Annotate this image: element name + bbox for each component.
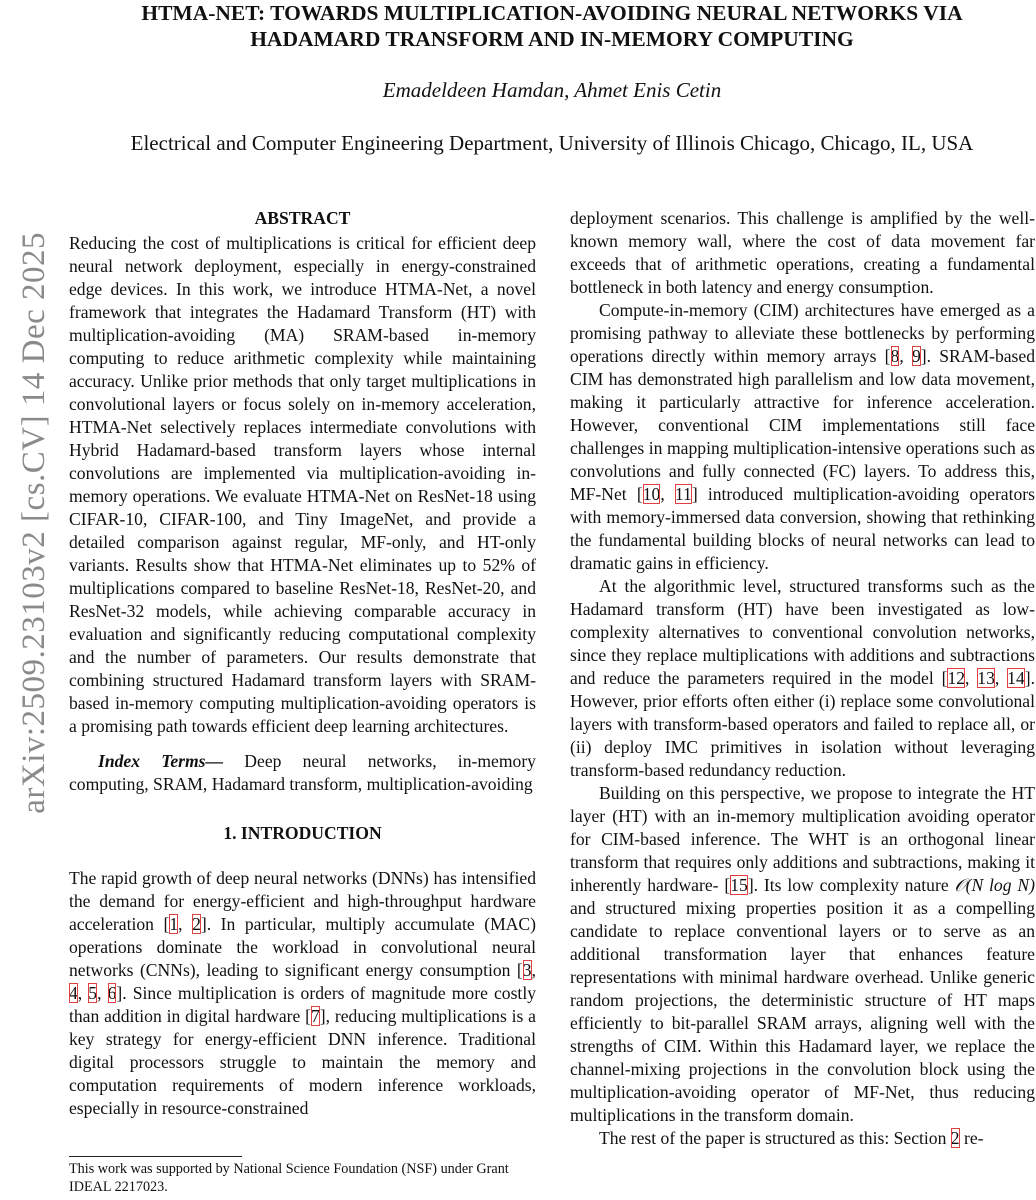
citation-link[interactable]: 2: [192, 914, 201, 934]
citation-link[interactable]: 1: [169, 914, 179, 934]
citation-link[interactable]: 10: [642, 484, 661, 504]
text-run: Compute-in-memory (CIM) architectures have emerged as a promising pathway to alleviate these bottlenecks by performing operations directly within memory arrays [: [570, 300, 1035, 366]
authors: Emadeldeen Hamdan, Ahmet Enis Cetin: [382, 78, 722, 102]
citation-link[interactable]: 3: [522, 960, 532, 980]
index-terms-text: Deep neural networks, in-memory computing, SRAM, Hadamard transform, multiplication-avoiding: [69, 751, 536, 794]
abstract-heading: ABSTRACT: [254, 208, 351, 228]
text-run: ], reducing multiplications is a key strategy for energy-efficient DNN inference. Traditional digital processors struggle to maintain the memory and computation requirements of modern inference workloads, especially in resource-constrained: [69, 1006, 536, 1118]
citation-link[interactable]: 7: [311, 1006, 320, 1026]
footnote-rule: [69, 1156, 242, 1157]
text-run: ]. Since multiplication is orders of magnitude more costly than addition in digital hardware [: [69, 983, 537, 1026]
right-column: [570, 207, 1035, 1150]
citation-link[interactable]: 8: [890, 346, 900, 366]
citation-link[interactable]: 13: [977, 668, 995, 688]
text-run: re-: [959, 1128, 984, 1148]
citation-link[interactable]: 14: [1007, 668, 1025, 688]
intro-paragraph-2: Compute-in-memory (CIM) architectures have emerged as a promising pathway to alleviate these bottlenecks by performing operations directly within memory arrays [8, 9]. SRAM-based CIM has demonstrated high parallelism and low data movement, making it particularly attractive for inference acceleration. However, conventional CIM implementations still face challenges in mapping multiplication-intensive operations such as convolutions and fully connected (FC) layers. To address this, MF-Net [10, 11] introduced multiplication-avoiding operators with memory-immersed data conversion, showing that rethinking the fundamental building blocks of neural networks can lead to dramatic gains in efficiency.: [570, 300, 1036, 573]
text-run: Building on this perspective, we propose to integrate the HT layer (HT) with an in-memory multiplication avoiding operator for CIM-based inference. The WHT is an orthogonal linear transform that requires only additions and subtractions, making it inherently hardware- [: [570, 783, 1035, 895]
title-line-2: HADAMARD TRANSFORM AND IN-MEMORY COMPUTING: [250, 27, 854, 51]
text-run: The rapid growth of deep neural networks (DNNs) has intensified the demand for energy-efficient and high-throughput hardware acceleration [: [69, 868, 536, 934]
intro-paragraph-4: [570, 782, 1035, 1127]
citation-link[interactable]: 9: [911, 346, 921, 366]
citation-link[interactable]: 11: [674, 484, 692, 504]
intro-paragraph-3: At the algorithmic level, structured transforms such as the Hadamard transform (HT) have been investigated as low-complexity alternatives to conventional convolution networks, since they replace multiplications with additions and subtractions and reduce the parameters required in the model [12, 13, 14]. However, prior efforts often either (i) replace some convolutional layers with transform-based operators and failed to replace all, or (ii) deploy IMC primitives in isolation without leveraging transform-based redundancy reduction.: [570, 576, 1036, 780]
citation-link[interactable]: 6: [107, 983, 117, 1003]
title-line-1: HTMA-NET: TOWARDS MULTIPLICATION-AVOIDING NEURAL NETWORKS VIA: [141, 1, 963, 25]
complexity-formula: 𝒪(N log N): [954, 875, 1035, 895]
citation-link[interactable]: 15: [730, 875, 748, 895]
index-terms-label: Index Terms—: [98, 751, 224, 771]
index-terms: [69, 750, 536, 796]
arxiv-identifier: [0, 232, 52, 814]
text-run: The rest of the paper is structured as this: Section: [599, 1128, 951, 1148]
footnote: This work was supported by National Science Foundation (NSF) under Grant IDEAL 2217023.: [69, 1161, 509, 1195]
text-run: ]. Its low complexity nature: [747, 875, 955, 895]
text-run: At the algorithmic level, structured transforms such as the Hadamard transform (HT) have been investigated as low-complexity alternatives to conventional convolution networks, since they replace multiplications with additions and subtractions and reduce the parameters required in the model [: [570, 576, 1035, 688]
affiliation: Electrical and Computer Engineering Department, University of Illinois Chicago, Chicago, IL, USA: [130, 131, 974, 155]
text-run: ]. SRAM-based CIM has demonstrated high parallelism and low data movement, making it particularly attractive for inference acceleration. However, conventional CIM implementations still face challenges in mapping multiplication-intensive operations such as convolutions and fully connected (FC) layers. To address this, MF-Net [: [570, 346, 1036, 504]
arxiv-id-text: arXiv:2509.23103v2 [cs.CV] 14 Dec 2025: [16, 232, 52, 814]
text-run: ]. In particular, multiply accumulate (MAC) operations dominate the workload in convolutional neural networks (CNNs), leading to significant energy consumption [: [69, 914, 537, 980]
paper-title: [68, 0, 1036, 52]
intro-paragraph-1: The rapid growth of deep neural networks (DNNs) has intensified the demand for energy-efficient and high-throughput hardware acceleration [1, 2]. In particular, multiply accumulate (MAC) operations dominate the workload in convolutional neural networks (CNNs), leading to significant energy consumption [3, 4, 5, 6]. Since multiplication is orders of magnitude more costly than addition in digital hardware [7], reducing multiplications is a key strategy for energy-efficient DNN inference. Traditional digital processors struggle to maintain the memory and computation requirements of modern inference workloads, especially in resource-constrained: [69, 868, 537, 1118]
left-column: [69, 207, 536, 1120]
text-run: ]. However, prior efforts often either (i) replace some convolutional layers with transform-based operators and failed to replace all, or (ii) deploy IMC primitives in isolation without leveraging transform-based redundancy reduction.: [570, 668, 1036, 780]
intro-paragraph-1-continued: deployment scenarios. This challenge is amplified by the well-known memory wall, where the cost of data movement far exceeds that of arithmetic operations, creating a fundamental bottleneck in both latency and energy consumption.: [570, 208, 1035, 297]
abstract-text: Reducing the cost of multiplications is critical for efficient deep neural network deployment, especially in energy-constrained edge devices. In this work, we introduce HTMA-Net, a novel framework that integrates the Hadamard Transform (HT) with multiplication-avoiding (MA) SRAM-based in-memory computing to reduce arithmetic complexity while maintaining accuracy. Unlike prior methods that only target multiplications in convolutional layers or focus solely on in-memory acceleration, HTMA-Net selectively replaces intermediate convolutions with Hybrid Hadamard-based transform layers whose internal convolutions are implemented via multiplication-avoiding in-memory operations. We evaluate HTMA-Net on ResNet-18 using CIFAR-10, CIFAR-100, and Tiny ImageNet, and provide a detailed comparison against regular, MF-only, and HT-only variants. Results show that HTMA-Net eliminates up to 52% of multiplications compared to baseline ResNet-18, ResNet-20, and ResNet-32 models, while achieving comparable accuracy in evaluation and significantly reducing computational complexity and the number of parameters. Our results demonstrate that combining structured Hadamard transform layers with SRAM-based in-memory computing multiplication-avoiding operators is a promising path towards efficient deep learning architectures.: [69, 233, 536, 736]
text-run: and structured mixing properties position it as a compelling candidate to replace conventional layers or to serve as an additional transformation layer that enhances feature representations with minimal hardware overhead. Unlike generic random projections, the deterministic structure of HT maps efficiently to bit-parallel SRAM arrays, aligning well with the strengths of CIM. Within this Hadamard layer, we replace the channel-mixing projections in the convolution block using the multiplication-avoiding operator of MF-Net, thus reducing multiplications in the transform domain.: [570, 898, 1035, 1125]
text-run: ] introduced multiplication-avoiding operators with memory-immersed data conversion, showing that rethinking the fundamental building blocks of neural networks can lead to dramatic gains in efficiency.: [570, 484, 1036, 573]
intro-paragraph-5: [570, 1127, 1035, 1150]
citation-link[interactable]: 12: [947, 668, 966, 688]
intro-heading: 1. INTRODUCTION: [223, 823, 382, 843]
section-link[interactable]: 2: [950, 1128, 960, 1148]
citation-link[interactable]: 5: [88, 983, 98, 1003]
citation-link[interactable]: 4: [69, 983, 78, 1003]
